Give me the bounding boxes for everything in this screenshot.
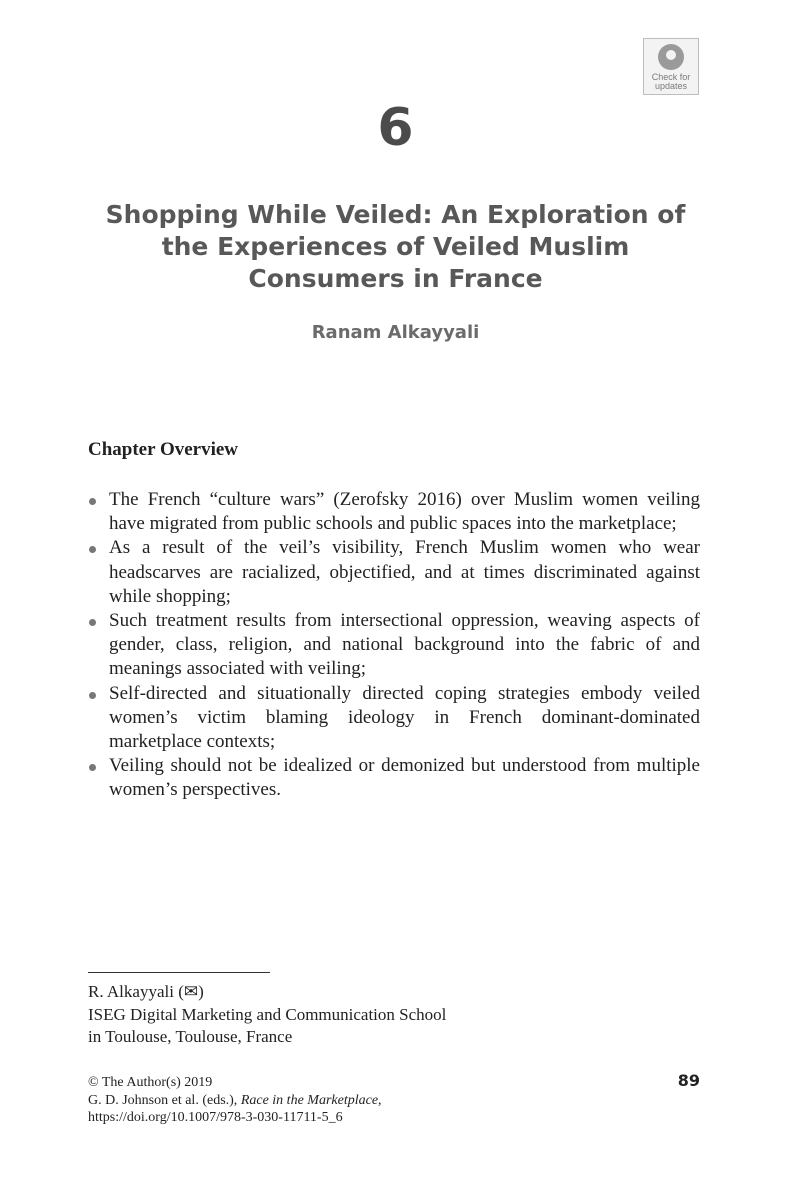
chapter-overview-heading: Chapter Overview [88, 439, 239, 460]
chapter-author: Ranam Alkayyali [311, 322, 480, 343]
bookmark-icon [658, 44, 684, 70]
affiliation-name: R. Alkayyali (✉) [88, 982, 204, 1001]
overview-bullet: Self-directed and situationally directed coping strategies embody veiled women’s victim blaming ideology in French dominant-dominated marketplace contexts; [88, 682, 700, 755]
overview-bullet: The French “culture wars” (Zerofsky 2016) over Muslim women veiling have migrated from public schools and public spaces into the marketplace; [88, 488, 700, 536]
editors-line: G. D. Johnson et al. (eds.), Race in the Marketplace, [88, 1092, 382, 1108]
citation-block [88, 1074, 382, 1127]
badge-text-line2: updates [654, 81, 688, 91]
book-title: Race in the Marketplace [240, 1092, 379, 1108]
overview-bullet: As a result of the veil’s visibility, French Muslim women who wear headscarves are racialized, objectified, and at times discriminated against while shopping; [88, 536, 700, 609]
badge-text-line1: Check for [651, 72, 691, 82]
check-for-updates-badge[interactable] [643, 38, 699, 95]
chapter-number: 6 [377, 98, 414, 158]
copyright-line: © The Author(s) 2019 [88, 1075, 213, 1090]
doi-link[interactable]: https://doi.org/10.1007/978-3-030-11711-5_6 [88, 1110, 343, 1125]
affiliation-line: in Toulouse, Toulouse, France [88, 1027, 293, 1046]
affiliation-line: ISEG Digital Marketing and Communication School [88, 1004, 447, 1024]
chapter-title: Shopping While Veiled: An Exploration of the Experiences of Veiled Muslim Consumers in France [105, 200, 686, 293]
overview-bullet: Such treatment results from intersectional oppression, weaving aspects of gender, class, religion, and national background into the fabric of and meanings associated with veiling; [88, 609, 700, 682]
overview-bullet: Veiling should not be idealized or demonized but understood from multiple women’s perspectives. [88, 754, 700, 802]
footnote-divider [88, 972, 270, 973]
chapter-overview-list [88, 488, 700, 803]
editors-text: G. D. Johnson et al. (eds.), [88, 1092, 238, 1108]
page-number: 89 [677, 1071, 700, 1090]
author-affiliation [88, 981, 446, 1049]
